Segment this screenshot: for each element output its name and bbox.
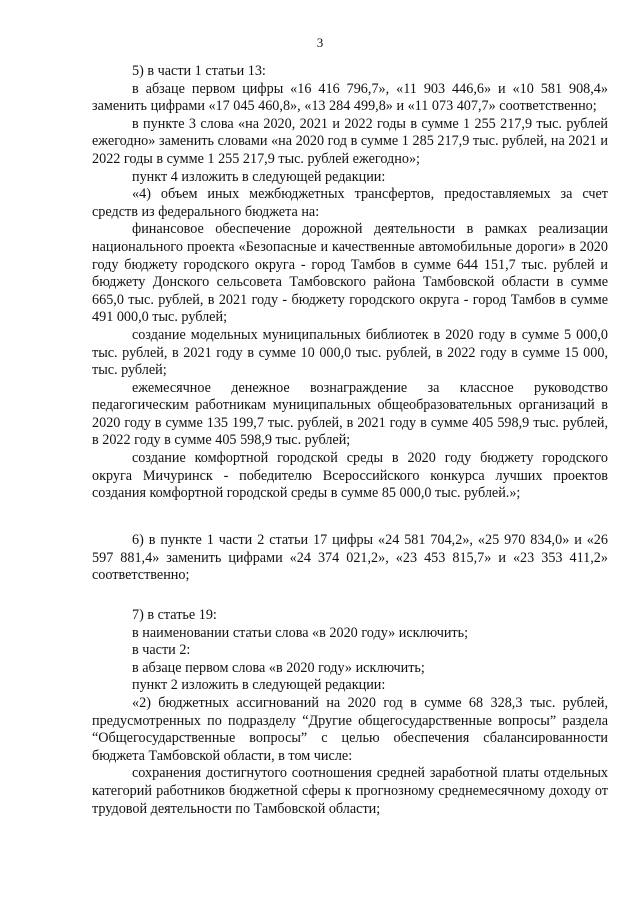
paragraph: ежемесячное денежное вознаграждение за классное руководство педагогическим работникам муниципальных общеобразовательных организаций в 2020 году в сумме 135 199,7 тыс. рублей, в 2021 году в сумме 405 598,9 тыс. рублей, в 2022 году в сумме 405 598,9 тыс. рублей; xyxy=(92,379,608,449)
paragraph: сохранения достигнутого соотношения средней заработной платы отдельных категорий работников бюджетной сферы к прогнозному среднемесячному доходу от трудовой деятельности по Тамбовской области; xyxy=(92,765,608,817)
section-article-13 xyxy=(92,63,608,503)
paragraph: в абзаце первом цифры «16 416 796,7», «11 903 446,6» и «10 581 908,4» заменить цифрами «17 045 460,8», «13 284 499,8» и «11 073 407,7» соответственно; xyxy=(92,80,608,115)
paragraph: 5) в части 1 статьи 13: xyxy=(132,63,266,79)
paragraph: финансовое обеспечение дорожной деятельности в рамках реализации национального проекта «Безопасные и качественные автомобильные дороги» в 2020 году бюджету городского округа - город Тамбов в сумме 644 151,7 тыс. рублей и бюджету Донского сельсовета Тамбовского района Тамбовской области в сумме 665,0 тыс. рублей, в 2021 году - бюджету городского округа - город Тамбов в сумме 491 000,0 тыс. рублей; xyxy=(92,221,608,326)
paragraph: создание модельных муниципальных библиотек в 2020 году в сумме 5 000,0 тыс. рублей, в 2021 году в сумме 10 000,0 тыс. рублей, в 2022 году в сумме 15 000, тыс. рублей; xyxy=(92,326,608,379)
paragraph: в наименовании статьи слова «в 2020 году» исключить; xyxy=(132,624,469,641)
paragraph: пункт 2 изложить в следующей редакции: xyxy=(132,677,386,694)
paragraph: в части 2: xyxy=(132,642,191,659)
paragraph: в пункте 3 слова «на 2020, 2021 и 2022 годы в сумме 1 255 217,9 тыс. рублей ежегодно» заменить словами «на 2020 год в сумме 1 285 217,9 тыс. рублей, на 2021 и 2022 годы в сумме 1 255 217,9 тыс. рублей ежегодно»; xyxy=(92,115,608,167)
paragraph: создание комфортной городской среды в 2020 году бюджету городского округа Мичуринск - победителю Всероссийского конкурса лучших проектов создания комфортной городской среды в сумме 85 000,0 тыс. рублей.»; xyxy=(92,450,608,502)
paragraph: «4) объем иных межбюджетных трансфертов, предоставляемых за счет средств из федерального бюджета на: xyxy=(92,186,608,220)
section-article-19 xyxy=(92,607,608,818)
page-number: 3 xyxy=(316,35,324,50)
paragraph: 6) в пункте 1 части 2 статьи 17 цифры «24 581 704,2», «25 970 834,0» и «26 597 881,4» заменить цифрами «24 374 021,2», «23 453 815,7» и «23 353 411,2» соответственно; xyxy=(92,532,608,584)
paragraph: пункт 4 изложить в следующей редакции: xyxy=(132,168,386,185)
section-article-17 xyxy=(92,532,608,585)
paragraph: 7) в статье 19: xyxy=(132,607,217,623)
paragraph: «2) бюджетных ассигнований на 2020 год в сумме 68 328,3 тыс. рублей, предусмотренных по подразделу “Другие общегосударственные вопросы” раздела “Общегосударственные вопросы” с целью обеспечения сбалансированности бюджета Тамбовской области, в том числе: xyxy=(92,694,608,764)
paragraph: в абзаце первом слова «в 2020 году» исключить; xyxy=(132,659,425,676)
